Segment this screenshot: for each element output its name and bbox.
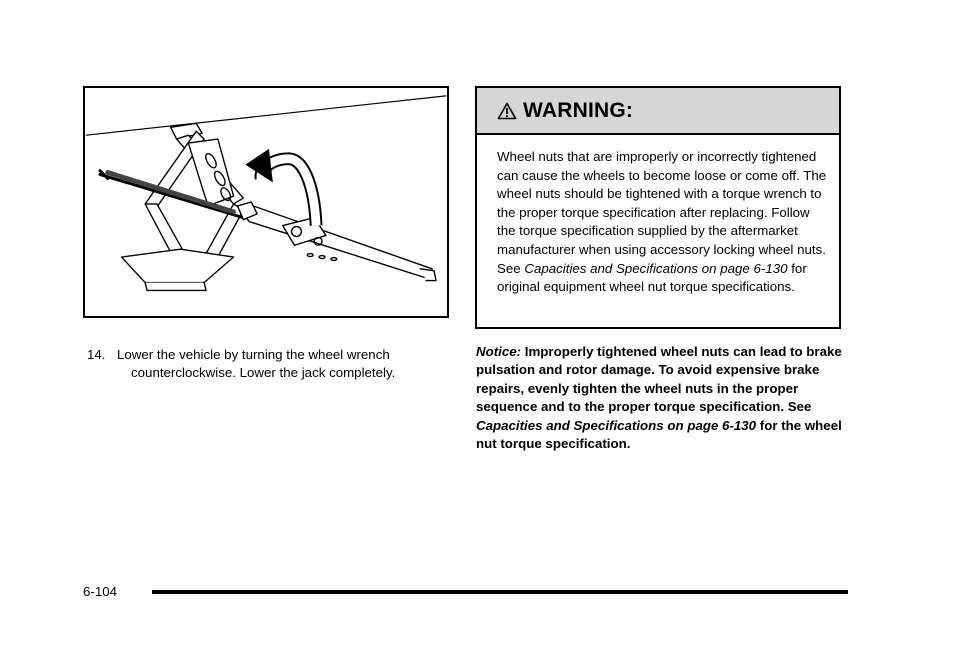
warning-text-main: Wheel nuts that are improperly or incorrectly tightened can cause the wheels to become loose or come off. The wheel nuts should be tightened with a torque wrench to the proper torque specification after replacing. Follow the torque specification supplied by the aftermarket manufacturer when using accessory locking wheel nuts. See xyxy=(497,149,827,276)
warning-cross-reference-link[interactable]: Capacities and Specifications on page 6-130 xyxy=(524,260,788,276)
warning-title: WARNING: xyxy=(523,98,634,122)
notice-label: Notice: xyxy=(476,344,522,359)
warning-text-end: for original equipment wheel nut torque specifications. xyxy=(497,260,807,295)
notice-paragraph xyxy=(476,343,848,453)
warning-header xyxy=(477,88,839,135)
warning-box xyxy=(475,86,841,329)
step-text-line2: counterclockwise. Lower the jack completely. xyxy=(131,365,396,380)
procedure-step xyxy=(87,346,447,382)
warning-triangle-icon xyxy=(497,102,517,120)
notice-cross-reference-link[interactable]: Capacities and Specifications on page 6-130 xyxy=(476,417,757,433)
step-text xyxy=(87,346,447,382)
scissor-jack-wrench-drawing xyxy=(85,88,447,316)
notice-text-end: for the wheel nut torque specification. xyxy=(476,417,842,452)
notice-text-main: Improperly tightened wheel nuts can lead to brake pulsation and rotor damage. To avoid expensive brake repairs, evenly tighten the wheel nuts in the proper sequence and to the proper torque specification. See xyxy=(476,344,842,415)
step-number: 14. xyxy=(87,347,106,362)
page-number: 6-104 xyxy=(83,584,118,599)
step-text-line1: Lower the vehicle by turning the wheel wrench xyxy=(117,347,390,362)
footer-rule xyxy=(152,590,848,594)
jack-lowering-illustration xyxy=(83,86,449,318)
warning-text xyxy=(477,135,839,297)
